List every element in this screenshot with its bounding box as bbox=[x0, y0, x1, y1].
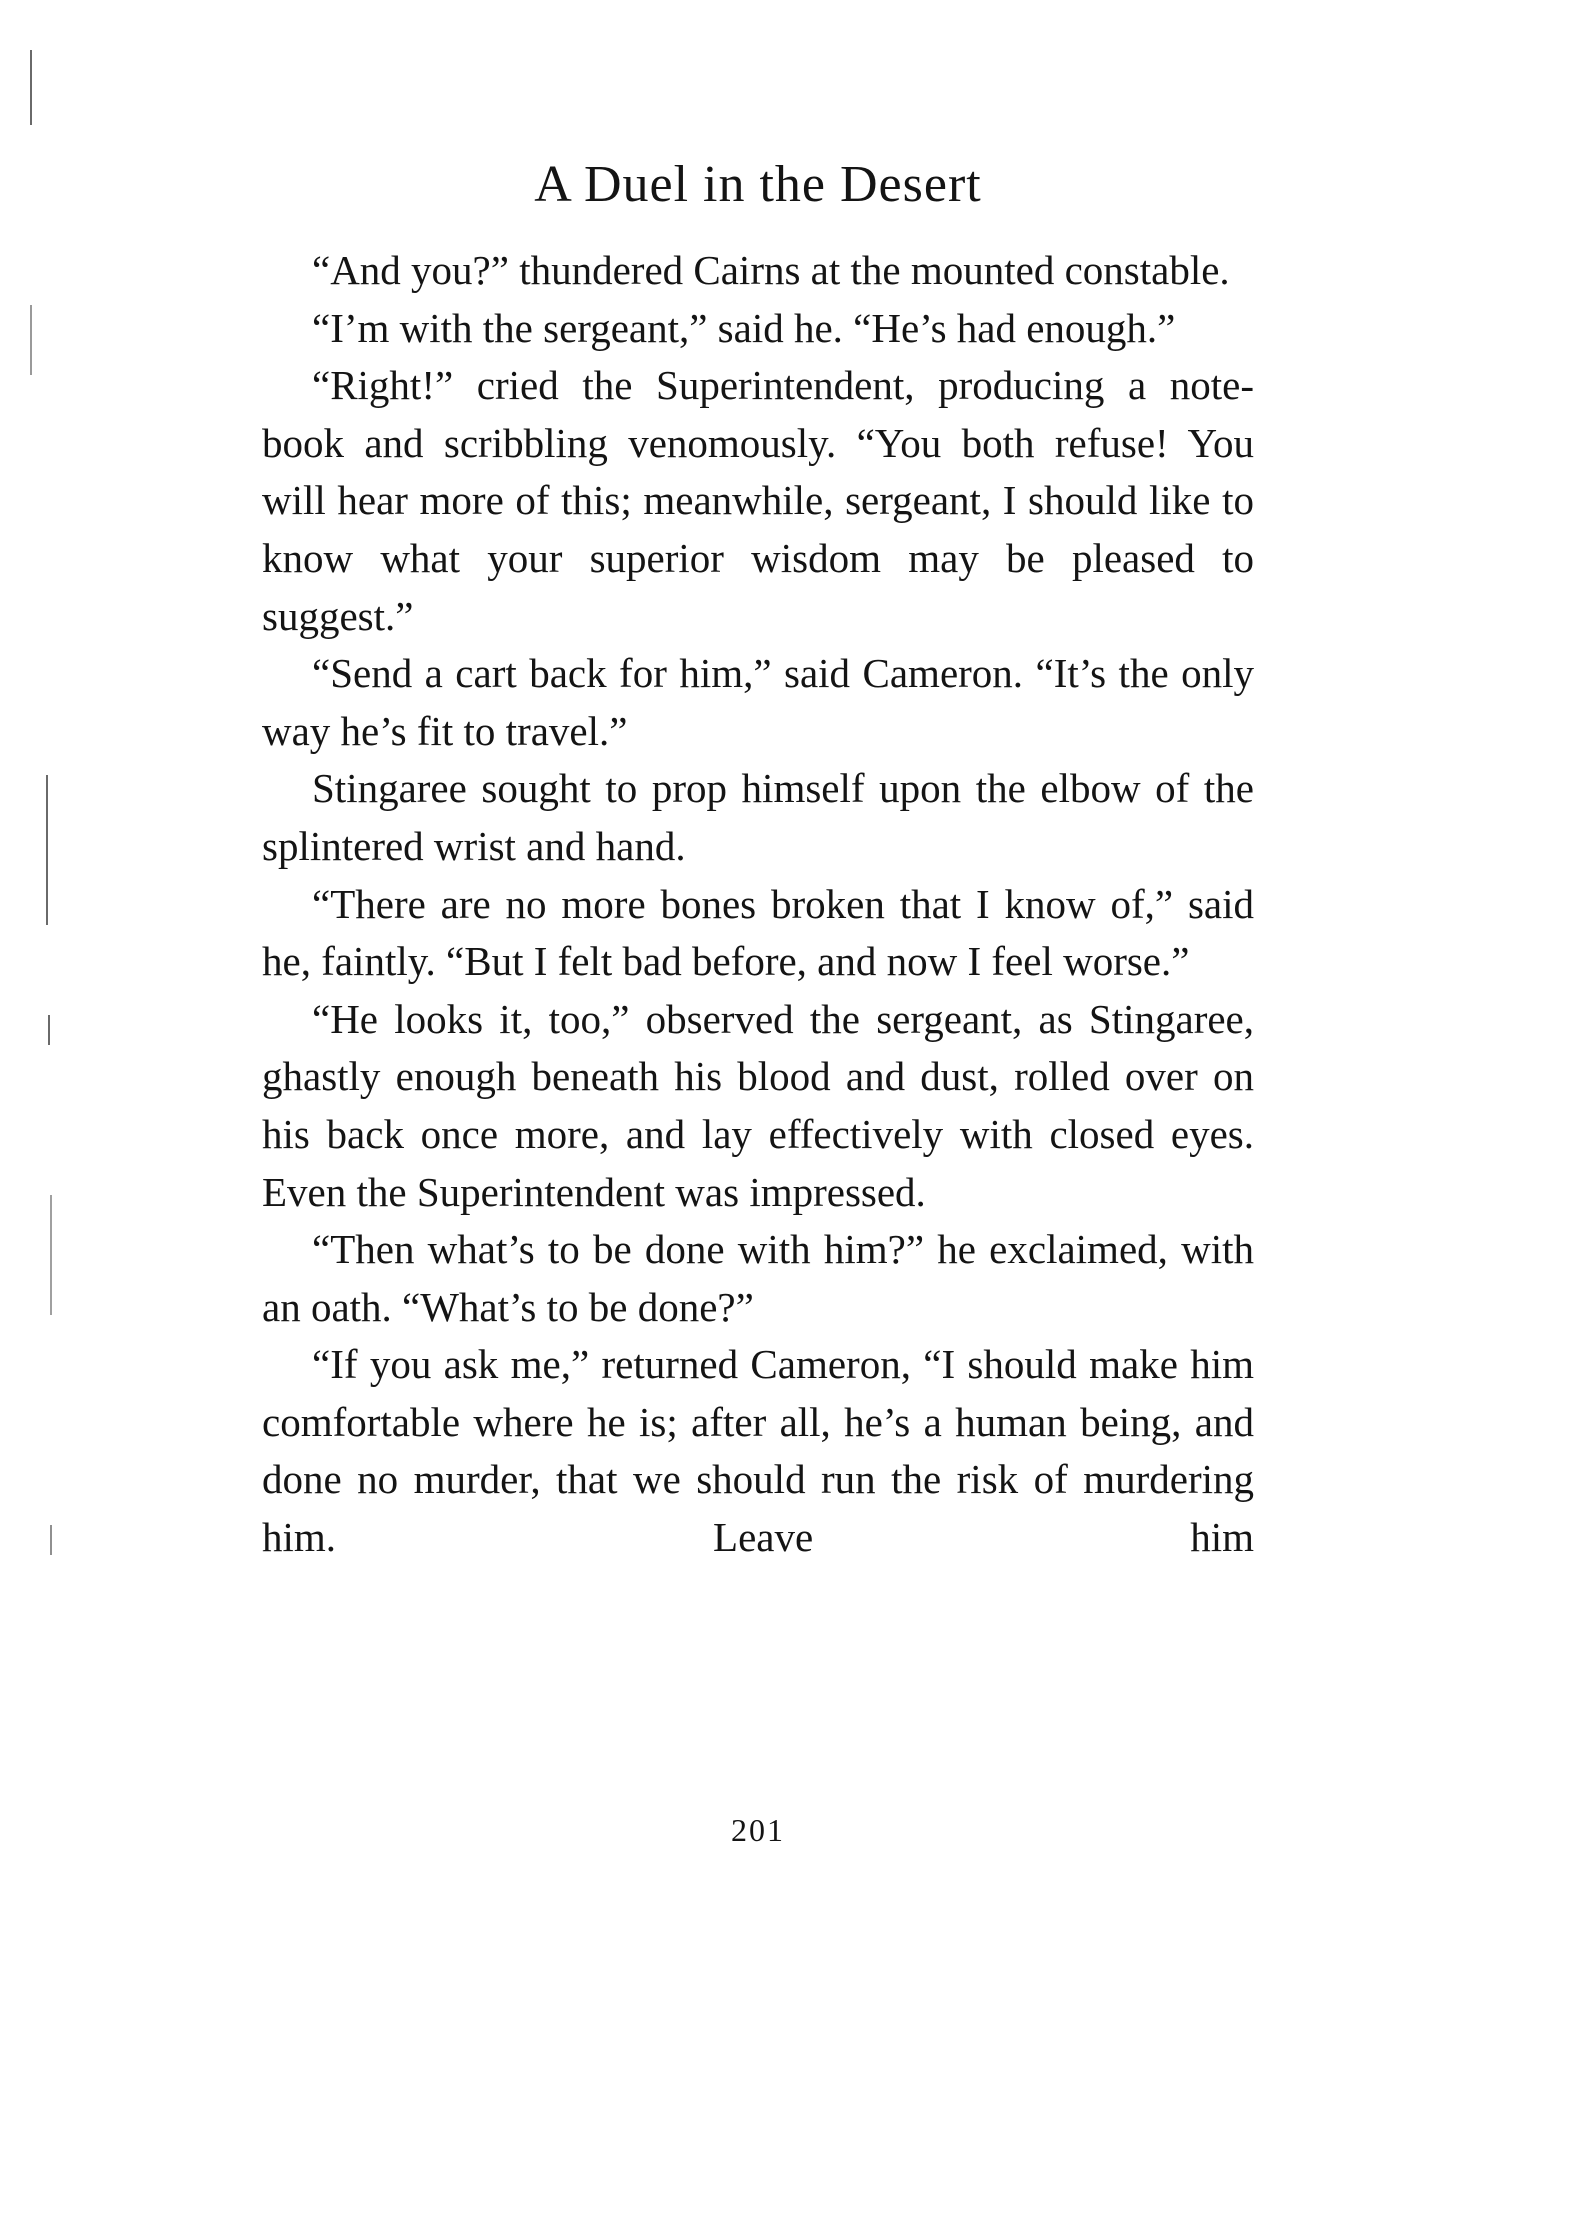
scan-mark bbox=[30, 50, 32, 125]
scan-mark bbox=[50, 1525, 52, 1555]
page-number: 201 bbox=[731, 1812, 785, 1848]
running-head: A Duel in the Desert bbox=[534, 156, 982, 213]
scan-mark bbox=[50, 1195, 52, 1315]
scan-mark bbox=[30, 305, 32, 375]
paragraph: “There are no more bones broken that I know of,” said he, faintly. “But I felt bad before, and now I feel worse.” bbox=[262, 880, 1254, 985]
paragraph: “Right!” cried the Superintendent, producing a note-book and scribbling venomously. “You both refuse! You will hear more of this; meanwhile, sergeant, I should like to know what your superior wisdom may be pleased to suggest.” bbox=[262, 362, 1254, 639]
paragraph: “Then what’s to be done with him?” he exclaimed, with an oath. “What’s to be done?” bbox=[262, 1226, 1254, 1330]
scan-mark bbox=[48, 1015, 50, 1045]
body-text bbox=[262, 242, 1254, 1567]
scan-mark bbox=[46, 775, 48, 925]
paragraph: “If you ask me,” returned Cameron, “I should make him comfortable where he is; after all, he’s a human being, and done no murder, that we should run the risk of murdering him. Leave him bbox=[262, 1341, 1254, 1561]
paragraph: “He looks it, too,” observed the sergeant, as Stingaree, ghastly enough beneath his blood and dust, rolled over on his back once more, and lay effectively with closed eyes. Even the Superintendent was impressed. bbox=[262, 995, 1254, 1215]
paragraph: “I’m with the sergeant,” said he. “He’s had enough.” bbox=[312, 304, 1176, 351]
paragraph: “Send a cart back for him,” said Cameron. “It’s the only way he’s fit to travel.” bbox=[262, 650, 1254, 754]
paragraph: Stingaree sought to prop himself upon the elbow of the splintered wrist and hand. bbox=[262, 765, 1254, 869]
paragraph: “And you?” thundered Cairns at the mounted constable. bbox=[312, 247, 1230, 293]
